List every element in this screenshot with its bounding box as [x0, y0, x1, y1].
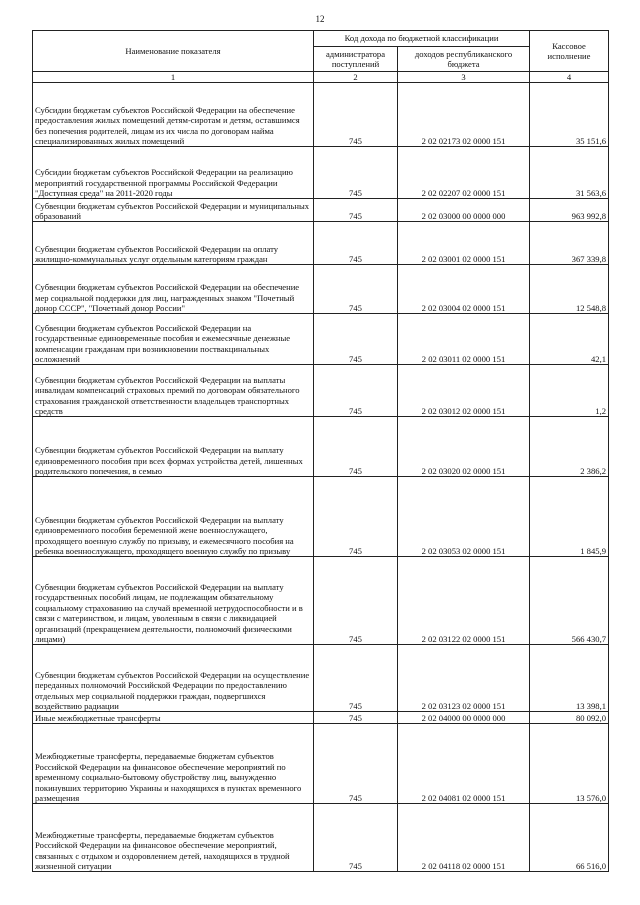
- row-name: Межбюджетные трансферты, передаваемые бюджетам субъектов Российской Федерации на финансовое обеспечение мероприятий, связанных с отдыхом и оздоровлением детей, находящихся в трудной жизненной ситуации: [33, 804, 314, 872]
- table-row: [33, 314, 609, 365]
- row-amount: 1 845,9: [530, 477, 609, 557]
- row-amount: 35 151,6: [530, 83, 609, 147]
- row-name: Субвенции бюджетам субъектов Российской Федерации на обеспечение мер социальной поддержки для лиц, награжденных знаком "Почетный донор СССР", "Почетный донор России": [33, 265, 314, 314]
- table-body: [33, 83, 609, 872]
- row-amount: 1,2: [530, 365, 609, 417]
- row-admin-code: 745: [314, 417, 398, 477]
- row-name: Субвенции бюджетам субъектов Российской Федерации на государственные единовременные пособия и ежемесячные денежные компенсации гражданам при возникновении поствакцинальных осложнений: [33, 314, 314, 365]
- table-row: [33, 557, 609, 645]
- row-name: Субсидии бюджетам субъектов Российской Федерации на обеспечение предоставления жилых помещений детям-сиротам и детям, оставшимся без попечения родителей, лицам из их числа по договорам найма специализированных жилых помещений: [33, 83, 314, 147]
- header-income: доходов республиканского бюджета: [398, 47, 530, 72]
- row-income-code: 2 02 04000 00 0000 000: [398, 712, 530, 724]
- row-amount: 13 398,1: [530, 645, 609, 712]
- row-name: Субвенции бюджетам субъектов Российской Федерации на оплату жилищно-коммунальных услуг отдельным категориям граждан: [33, 222, 314, 265]
- row-admin-code: 745: [314, 557, 398, 645]
- row-income-code: 2 02 02207 02 0000 151: [398, 147, 530, 199]
- header-code-group: Код дохода по бюджетной классификации: [314, 31, 530, 47]
- row-income-code: 2 02 03004 02 0000 151: [398, 265, 530, 314]
- row-name: Субвенции бюджетам субъектов Российской Федерации на осуществление переданных полномочий Российской Федерации по предоставлению отдельных мер социальной поддержки граждан, подвергшихся воздействию радиации: [33, 645, 314, 712]
- page-number: 12: [315, 14, 325, 24]
- row-amount: 42,1: [530, 314, 609, 365]
- row-income-code: 2 02 03053 02 0000 151: [398, 477, 530, 557]
- row-income-code: 2 02 03012 02 0000 151: [398, 365, 530, 417]
- budget-revenue-table: [32, 30, 609, 872]
- row-amount: 12 548,8: [530, 265, 609, 314]
- row-name: Субвенции бюджетам субъектов Российской Федерации на выплату государственных пособий лицам, не подлежащим обязательному социальному страхованию на случай временной нетрудоспособности и в связи с материнством, и лицам, уволенным в связи с ликвидацией организаций (прекращением деятельности, полномочий физическими лицами): [33, 557, 314, 645]
- row-admin-code: 745: [314, 724, 398, 804]
- row-amount: 367 339,8: [530, 222, 609, 265]
- column-number: 1: [33, 72, 314, 83]
- row-income-code: 2 02 03001 02 0000 151: [398, 222, 530, 265]
- header-admin: администратора поступлений: [314, 47, 398, 72]
- row-income-code: 2 02 03000 00 0000 000: [398, 199, 530, 222]
- table-row: [33, 147, 609, 199]
- column-number: 3: [398, 72, 530, 83]
- column-number: 2: [314, 72, 398, 83]
- table-row: [33, 724, 609, 804]
- row-name: Субвенции бюджетам субъектов Российской Федерации на выплату единовременного пособия при всех формах устройства детей, лишенных родительского попечения, в семью: [33, 417, 314, 477]
- column-number: 4: [530, 72, 609, 83]
- row-admin-code: 745: [314, 222, 398, 265]
- row-income-code: 2 02 02173 02 0000 151: [398, 83, 530, 147]
- row-income-code: 2 02 03122 02 0000 151: [398, 557, 530, 645]
- row-amount: 80 092,0: [530, 712, 609, 724]
- row-income-code: 2 02 03020 02 0000 151: [398, 417, 530, 477]
- row-amount: 13 576,0: [530, 724, 609, 804]
- row-income-code: 2 02 04118 02 0000 151: [398, 804, 530, 872]
- table-row: [33, 199, 609, 222]
- row-name: Субсидии бюджетам субъектов Российской Федерации на реализацию мероприятий государственной программы Российской Федерации "Доступная среда" на 2011-2020 годы: [33, 147, 314, 199]
- row-admin-code: 745: [314, 265, 398, 314]
- row-admin-code: 745: [314, 199, 398, 222]
- table-row: [33, 645, 609, 712]
- row-name: Субвенции бюджетам субъектов Российской Федерации и муниципальных образований: [33, 199, 314, 222]
- row-amount: 566 430,7: [530, 557, 609, 645]
- row-name: Иные межбюджетные трансферты: [33, 712, 314, 724]
- table-row: [33, 83, 609, 147]
- table-row: [33, 804, 609, 872]
- row-income-code: 2 02 03011 02 0000 151: [398, 314, 530, 365]
- table-row: [33, 712, 609, 724]
- row-admin-code: 745: [314, 365, 398, 417]
- row-admin-code: 745: [314, 147, 398, 199]
- table-row: [33, 365, 609, 417]
- row-admin-code: 745: [314, 314, 398, 365]
- header-amount: Кассовое исполнение: [530, 31, 609, 72]
- table-row: [33, 265, 609, 314]
- row-name: Межбюджетные трансферты, передаваемые бюджетам субъектов Российской Федерации на финансовое обеспечение мероприятий по временному социально-бытовому обустройству лиц, вынужденно покинувших территорию Украины и находящихся в пунктах временного размещения: [33, 724, 314, 804]
- table-row: [33, 477, 609, 557]
- row-admin-code: 745: [314, 83, 398, 147]
- row-name: Субвенции бюджетам субъектов Российской Федерации на выплату единовременного пособия беременной жене военнослужащего, проходящего военную службу по призыву, и ежемесячного пособия на ребенка военнослужащего, проходящего военную службу по призыву: [33, 477, 314, 557]
- row-admin-code: 745: [314, 804, 398, 872]
- header-name: Наименование показателя: [33, 31, 314, 72]
- row-admin-code: 745: [314, 645, 398, 712]
- table-header: [33, 31, 609, 83]
- row-amount: 963 992,8: [530, 199, 609, 222]
- row-name: Субвенции бюджетам субъектов Российской Федерации на выплаты инвалидам компенсаций страховых премий по договорам обязательного страхования гражданской ответственности владельцев транспортных средств: [33, 365, 314, 417]
- row-amount: 66 516,0: [530, 804, 609, 872]
- row-income-code: 2 02 04081 02 0000 151: [398, 724, 530, 804]
- table-row: [33, 222, 609, 265]
- row-admin-code: 745: [314, 477, 398, 557]
- row-amount: 31 563,6: [530, 147, 609, 199]
- row-admin-code: 745: [314, 712, 398, 724]
- row-income-code: 2 02 03123 02 0000 151: [398, 645, 530, 712]
- row-amount: 2 386,2: [530, 417, 609, 477]
- table-row: [33, 417, 609, 477]
